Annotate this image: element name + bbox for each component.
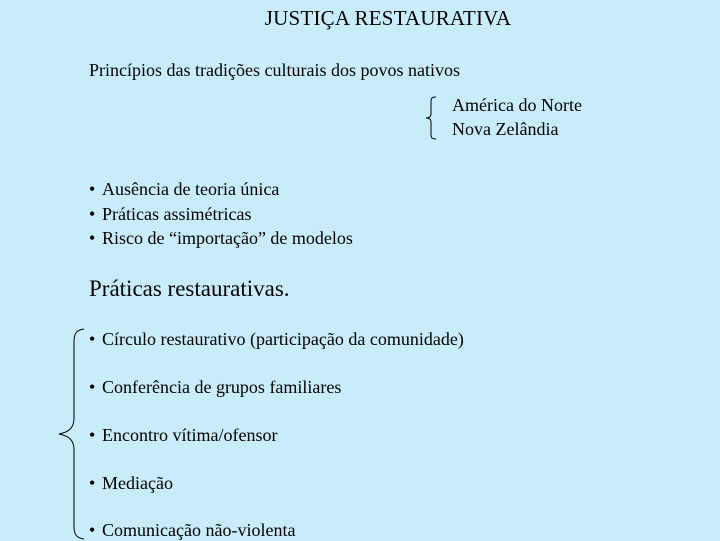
bullet: • [89, 473, 96, 493]
region-north-america: América do Norte [452, 95, 582, 115]
practice-text: Comunicação não-violenta [102, 520, 296, 540]
issue-text: Risco de “importação” de modelos [102, 228, 353, 248]
slide-title: JUSTIÇA RESTAURATIVA [264, 6, 512, 30]
issue-item [89, 179, 279, 200]
practice-item [89, 329, 464, 350]
practice-text: Círculo restaurativo (participação da comunidade) [102, 329, 464, 349]
practice-text: Conferência de grupos familiares [102, 377, 342, 397]
issue-item [89, 204, 251, 225]
practice-item [89, 520, 295, 541]
region-new-zealand: Nova Zelândia [452, 119, 559, 139]
issue-text: Práticas assimétricas [102, 204, 252, 224]
practice-text: Encontro vítima/ofensor [102, 425, 278, 445]
regions-brace [425, 96, 439, 140]
practices-brace [54, 328, 88, 540]
bullet: • [89, 329, 96, 349]
bullet: • [89, 204, 96, 224]
bullet: • [89, 520, 96, 540]
bullet: • [89, 425, 96, 445]
practice-item [89, 425, 277, 446]
issue-item [89, 228, 353, 249]
practice-item [89, 377, 341, 398]
practices-heading: Práticas restaurativas. [89, 276, 290, 301]
practice-item [89, 473, 173, 494]
bullet: • [89, 228, 96, 248]
subtitle: Princípios das tradições culturais dos povos nativos [89, 60, 460, 80]
practice-text: Mediação [102, 473, 173, 493]
bullet: • [89, 377, 96, 397]
issue-text: Ausência de teoria única [102, 179, 280, 199]
bullet: • [89, 179, 96, 199]
